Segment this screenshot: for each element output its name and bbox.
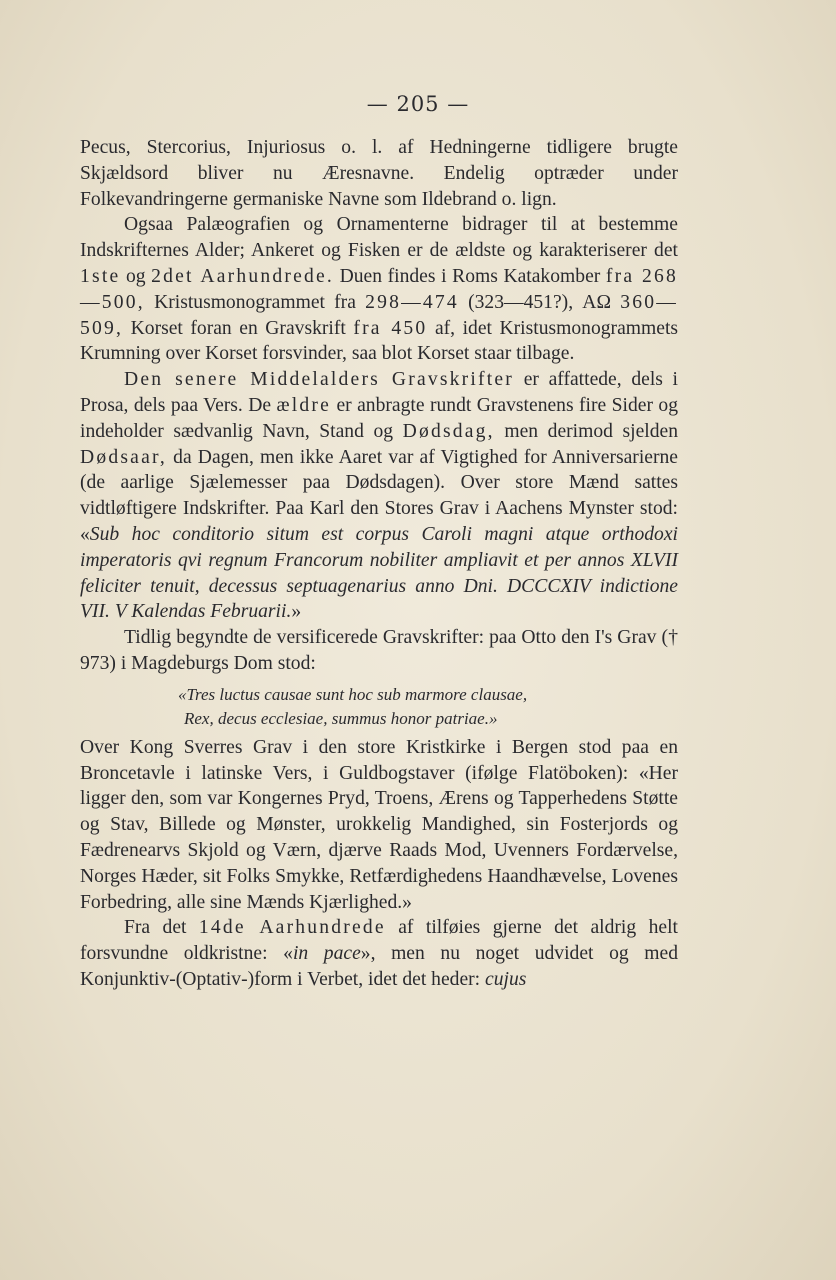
verse-inscription [80, 683, 678, 731]
latin-inscription: Sub hoc conditorio situm est corpus Caroli magni atque orthodoxi imperatoris qvi regnum Francorum nobiliter ampliavit et per annos XLVII feliciter tenuit, decessus septuagenarius anno Dni. DCCCXIV indictione VII. V Kalendas Februarii. [80, 523, 678, 623]
page-body [80, 135, 678, 993]
page-number: — 205 — [366, 92, 470, 116]
paragraph-3: Den senere Middelalders Gravskrifter er affattede, dels i Prosa, dels paa Vers. De ældre er anbragte rundt Gravstenens fire Sider og indeholder sædvanlig Navn, Stand og Dødsdag, men derimod sjelden Dødsaar, da Dagen, men ikke Aaret var af Vigtighed for Anniversarierne (de aarlige Sjælemesser paa Dødsdagen). Over store Mænd sattes vidtløftigere Indskrifter. Paa Karl den Stores Grav i Aachens Mynster stod: «Sub hoc conditorio situm est corpus Caroli magni atque orthodoxi imperatoris qvi regnum Francorum nobiliter ampliavit et per annos XLVII feliciter tenuit, decessus septuagenarius anno Dni. DCCCXIV indictione VII. V Kalendas Februarii.» [80, 369, 679, 623]
paragraph-4: Tidlig begyndte de versificerede Gravskrifter: paa Otto den I's Grav († 973) i Magdeburgs Dom stod: [80, 627, 678, 674]
paragraph-2: Ogsaa Palæografien og Ornamenterne bidrager til at bestemme Indskrifternes Alder; Ankeret og Fisken er de ældste og karakteriserer det 1ste og 2det Aarhundrede. Duen findes i Roms Katakomber fra 268—500, Kristusmonogrammet fra 298—474 (323—451?), ΑΩ 360—509, Korset foran en Gravskrift fra 450 af, idet Kristusmonogrammets Krumning over Korset forsvinder, saa blot Korset staar tilbage. [80, 214, 679, 365]
paragraph-5: Over Kong Sverres Grav i den store Kristkirke i Bergen stod paa en Broncetavle i latinske Vers, i Guldbogstaver (ifølge Flatöboken): «Her ligger den, som var Kongernes Pryd, Troens, Ærens og Tapperhedens Støtte og Stav, Billede og Mønster, urokkelig Mandighed, sin Fosterjords og Fædrenearvs Skjold og Værn, djærve Raads Mod, Uvenners Fordærvelse, Norges Hæder, sit Folks Smykke, Retfærdighedens Haandhævelse, Lovenes Forbedring, alle sine Mænds Kjærlighed.» [80, 736, 678, 913]
paragraph-1: Pecus, Stercorius, Injuriosus o. l. af Hedningerne tidligere brugte Skjældsord bliver nu Æresnavne. Endelig optræder under Folkevandringerne germaniske Navne som Ildebrand o. lign. [80, 137, 678, 210]
paragraph-6: Fra det 14de Aarhundrede af tilføies gjerne det aldrig helt forsvundne oldkristne: «in pace», men nu noget udvidet og med Konjunktiv-(Optativ-)form i Verbet, idet det heder: cujus [80, 917, 678, 990]
verse-line-1: «Tres luctus causae sunt hoc sub marmore clausae, [178, 684, 528, 704]
verse-line-2: Rex, decus ecclesiae, summus honor patriae.» [184, 708, 498, 728]
